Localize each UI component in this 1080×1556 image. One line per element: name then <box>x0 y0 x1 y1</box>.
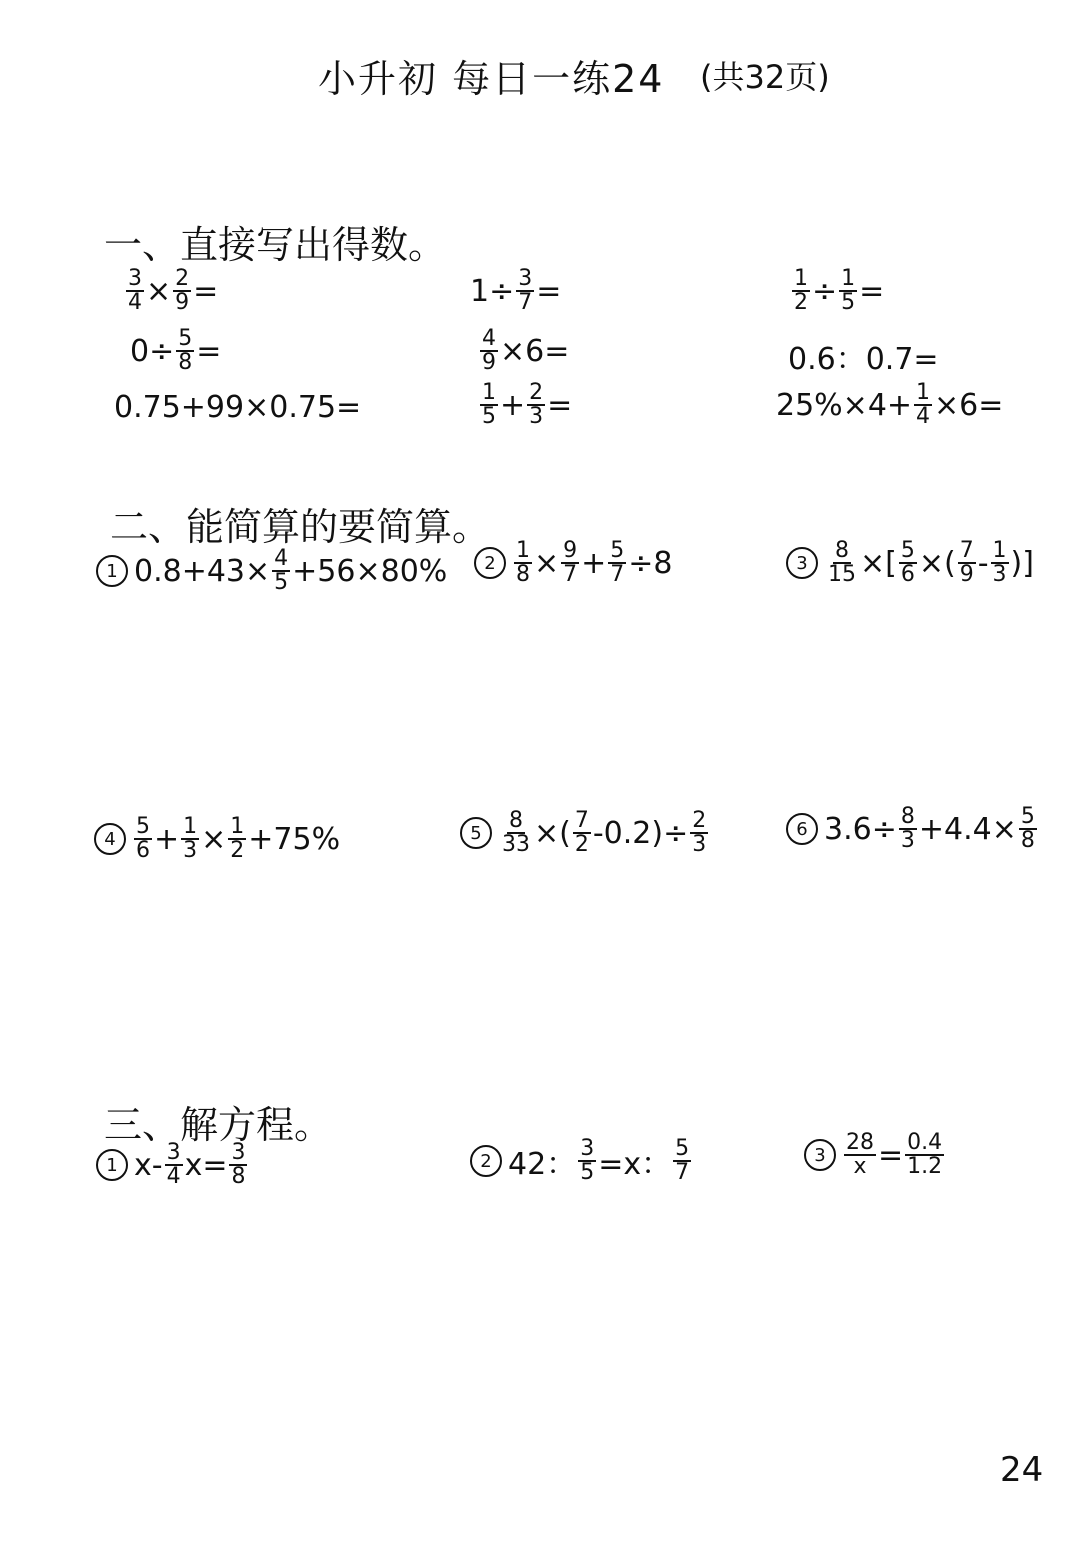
numerator: 3 <box>231 1140 246 1165</box>
fraction <box>914 382 932 428</box>
denominator: 3 <box>529 404 544 429</box>
fraction <box>176 328 194 374</box>
numerator: 7 <box>574 808 589 833</box>
numerator: 8 <box>900 804 915 829</box>
expr-text: ÷8 <box>628 545 673 581</box>
section-2-title: 二、能简算的要简算。 <box>110 505 491 549</box>
expr-text: 0.8+43× <box>134 553 271 589</box>
fraction <box>514 540 532 586</box>
denominator: 5 <box>274 570 289 595</box>
expr-text: 0÷ <box>130 333 175 369</box>
fraction <box>500 810 532 856</box>
denominator: 7 <box>563 562 578 587</box>
item-number: 2 <box>474 547 506 579</box>
denominator: 7 <box>675 1160 690 1185</box>
s1-item-4 <box>130 328 221 374</box>
s1-item-3 <box>790 268 884 314</box>
numerator: 5 <box>610 538 625 563</box>
denominator: 8 <box>516 562 530 587</box>
numerator: 8 <box>509 808 523 833</box>
denominator: 1.2 <box>907 1154 943 1179</box>
fraction <box>899 806 917 852</box>
fraction <box>673 1138 691 1184</box>
denominator: x <box>853 1154 867 1179</box>
s2-item-1 <box>96 548 447 594</box>
fraction <box>480 328 498 374</box>
fraction <box>480 382 498 428</box>
denominator: 5 <box>580 1160 595 1185</box>
s2-item-3 <box>786 540 1034 586</box>
page-title: 小升初 每日一练24 <box>318 57 665 101</box>
numerator: 2 <box>692 808 707 833</box>
fraction <box>826 540 858 586</box>
numerator: 1 <box>230 814 245 839</box>
denominator: 5 <box>841 290 856 315</box>
fraction <box>792 268 810 314</box>
s1-item-7 <box>114 390 361 425</box>
denominator: 4 <box>916 404 931 429</box>
fraction <box>573 810 591 856</box>
equals: = <box>196 333 222 369</box>
fraction <box>228 816 246 862</box>
numerator: 7 <box>959 538 974 563</box>
total-pages: (共32页) <box>700 58 830 96</box>
numerator: 1 <box>482 380 496 405</box>
numerator: 1 <box>516 538 530 563</box>
fraction <box>905 1132 944 1178</box>
s3-item-2 <box>470 1138 693 1184</box>
denominator: 4 <box>166 1164 181 1189</box>
s2-item-5 <box>460 810 710 856</box>
numerator: 5 <box>1020 804 1035 829</box>
expr-text: -0.2)÷ <box>592 815 689 851</box>
expr-text: +75% <box>248 821 341 857</box>
numerator: 1 <box>992 538 1007 563</box>
fraction <box>516 268 534 314</box>
fraction <box>958 540 976 586</box>
item-number: 5 <box>460 817 492 849</box>
expr-text: +4.4× <box>918 811 1017 847</box>
s1-item-2 <box>470 268 561 314</box>
section-1-title: 一、直接写出得数。 <box>104 223 447 267</box>
numerator: 1 <box>183 814 198 839</box>
numerator: 5 <box>900 538 915 563</box>
expr-text: 3.6÷ <box>824 811 897 847</box>
denominator: 5 <box>482 404 496 429</box>
numerator: 9 <box>563 538 578 563</box>
equals: = <box>878 1137 904 1173</box>
fraction <box>165 1142 183 1188</box>
numerator: 0.4 <box>907 1130 943 1155</box>
numerator: 1 <box>794 266 808 291</box>
fraction <box>181 816 199 862</box>
numerator: 3 <box>166 1140 181 1165</box>
denominator: 8 <box>178 350 193 375</box>
item-number: 1 <box>96 1149 128 1181</box>
denominator: 15 <box>828 562 856 587</box>
denominator: 2 <box>574 832 589 857</box>
numerator: 5 <box>136 814 150 839</box>
expr-text: =x： <box>598 1147 672 1182</box>
s3-item-1 <box>96 1142 249 1188</box>
fraction <box>272 548 290 594</box>
numerator: 2 <box>529 380 544 405</box>
fraction <box>578 1138 596 1184</box>
numerator: 3 <box>128 266 142 291</box>
expr-text: ×6= <box>934 387 1004 423</box>
denominator: 2 <box>794 290 808 315</box>
numerator: 28 <box>846 1130 874 1155</box>
numerator: 1 <box>916 380 931 405</box>
s1-item-9 <box>776 382 1003 428</box>
operator: + <box>154 821 180 857</box>
operator: × <box>146 273 172 309</box>
expr-text: 0.6：0.7= <box>788 342 939 377</box>
denominator: 33 <box>502 832 530 857</box>
operator: - <box>977 545 989 581</box>
denominator: 6 <box>900 562 915 587</box>
fraction <box>899 540 917 586</box>
operator: + <box>581 545 607 581</box>
s1-item-6 <box>788 334 939 378</box>
s1-item-1 <box>124 268 218 314</box>
expr-text: )] <box>1010 545 1034 581</box>
item-number: 2 <box>470 1145 502 1177</box>
equals: = <box>536 273 562 309</box>
item-number: 3 <box>804 1139 836 1171</box>
item-number: 3 <box>786 547 818 579</box>
expr-text: ×6= <box>500 333 570 369</box>
fraction <box>126 268 144 314</box>
expr-text: 1÷ <box>470 273 515 309</box>
fraction <box>608 540 626 586</box>
denominator: 9 <box>959 562 974 587</box>
numerator: 2 <box>175 266 190 291</box>
s2-item-6 <box>786 806 1039 852</box>
operator: × <box>201 821 227 857</box>
numerator: 4 <box>482 326 496 351</box>
expr-text: 0.75+99×0.75= <box>114 390 362 425</box>
fraction <box>1019 806 1037 852</box>
denominator: 2 <box>230 838 245 863</box>
fraction <box>839 268 857 314</box>
s1-item-5 <box>478 328 569 374</box>
section-3-title: 三、解方程。 <box>104 1103 333 1147</box>
expr-text: 25%×4+ <box>776 387 913 423</box>
expr-text: x= <box>184 1147 228 1183</box>
expr-text: x- <box>134 1147 163 1183</box>
denominator: 3 <box>692 832 707 857</box>
denominator: 8 <box>231 1164 246 1189</box>
denominator: 3 <box>992 562 1007 587</box>
numerator: 3 <box>580 1136 595 1161</box>
fraction <box>844 1132 876 1178</box>
page-number: 24 <box>1000 1450 1044 1490</box>
operator: + <box>500 387 526 423</box>
item-number: 1 <box>96 555 128 587</box>
s2-item-2 <box>474 540 673 586</box>
denominator: 3 <box>900 828 915 853</box>
expr-text: ×( <box>534 815 571 851</box>
fraction <box>690 810 708 856</box>
equals: = <box>859 273 885 309</box>
numerator: 1 <box>841 266 856 291</box>
s1-item-8 <box>478 382 572 428</box>
item-number: 4 <box>94 823 126 855</box>
fraction <box>527 382 545 428</box>
s2-item-4 <box>94 816 340 862</box>
numerator: 8 <box>835 538 849 563</box>
denominator: 9 <box>482 350 496 375</box>
expr-text: ×[ <box>860 545 897 581</box>
expr-text: +56×80% <box>292 553 448 589</box>
equals: = <box>547 387 573 423</box>
expr-text: ×( <box>918 545 956 581</box>
operator: × <box>534 545 560 581</box>
fraction <box>229 1142 247 1188</box>
denominator: 7 <box>518 290 533 315</box>
denominator: 7 <box>610 562 625 587</box>
fraction <box>173 268 191 314</box>
expr-text: 42： <box>508 1147 577 1182</box>
fraction <box>134 816 152 862</box>
fraction <box>991 540 1009 586</box>
fraction <box>561 540 579 586</box>
numerator: 4 <box>274 546 289 571</box>
denominator: 4 <box>128 290 142 315</box>
operator: ÷ <box>812 273 838 309</box>
numerator: 5 <box>178 326 193 351</box>
item-number: 6 <box>786 813 818 845</box>
equals: = <box>193 273 219 309</box>
numerator: 3 <box>518 266 533 291</box>
denominator: 8 <box>1020 828 1035 853</box>
numerator: 5 <box>675 1136 690 1161</box>
denominator: 6 <box>136 838 150 863</box>
denominator: 9 <box>175 290 190 315</box>
denominator: 3 <box>183 838 198 863</box>
s3-item-3 <box>804 1132 946 1178</box>
